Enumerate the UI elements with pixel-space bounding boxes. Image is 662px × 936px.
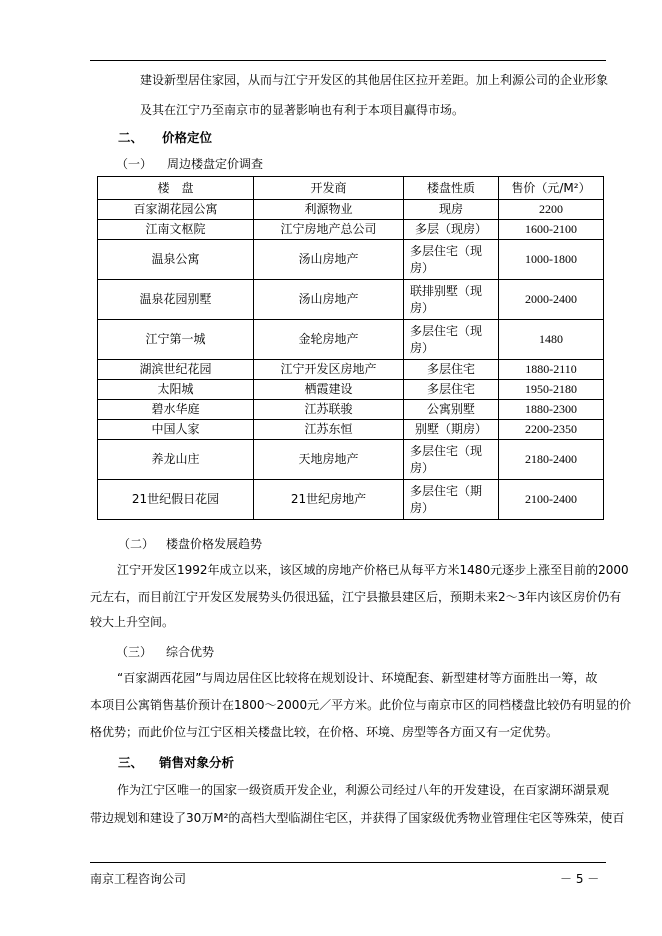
para-2-line-1: 江宁开发区1992年成立以来，该区域的房地产价格已从每平方米1480元逐步上涨至目前的2000 bbox=[117, 563, 629, 577]
table-header-cell: 开发商 bbox=[254, 177, 404, 200]
section-3-number: 三、 bbox=[118, 755, 144, 770]
para-3-line-2: 本项目公寓销售基价预计在1800～2000元／平方米。此价位与南京市区的同档楼盘比较仍有明显的价 bbox=[90, 698, 632, 712]
table-cell: 利源物业 bbox=[254, 200, 404, 220]
table-cell: 1480 bbox=[499, 320, 604, 360]
table-row bbox=[98, 480, 604, 520]
table-cell: 2000-2400 bbox=[499, 280, 604, 320]
table-cell: 江宁开发区房地产 bbox=[254, 360, 404, 380]
intro-line-1: 建设新型居住家园，从而与江宁开发区的其他居住区拉开差距。加上利源公司的企业形象 bbox=[140, 73, 609, 87]
table-cell: 多层住宅 bbox=[404, 360, 499, 380]
table-row bbox=[98, 240, 604, 280]
table-cell: 21世纪假日花园 bbox=[98, 480, 254, 520]
table-cell: 多层住宅（现房） bbox=[404, 240, 499, 280]
table-cell: 1880-2300 bbox=[499, 400, 604, 420]
section-2-title: 价格定位 bbox=[162, 130, 213, 145]
table-cell: 温泉公寓 bbox=[98, 240, 254, 280]
table-cell: 21世纪房地产 bbox=[254, 480, 404, 520]
table-row bbox=[98, 400, 604, 420]
para-2-line-2: 元左右，而目前江宁开发区发展势头仍很迅猛，江宁县撤县建区后，预期未来2～3年内该区房价仍有 bbox=[90, 590, 622, 604]
table-cell: 湖滨世纪花园 bbox=[98, 360, 254, 380]
footer-rule bbox=[90, 862, 606, 863]
table-row bbox=[98, 380, 604, 400]
price-survey-table bbox=[97, 176, 604, 520]
table-cell: 现房 bbox=[404, 200, 499, 220]
table-cell: 百家湖花园公寓 bbox=[98, 200, 254, 220]
table-cell: 2100-2400 bbox=[499, 480, 604, 520]
table-cell: 多层（现房） bbox=[404, 220, 499, 240]
table-cell: 联排别墅（现房） bbox=[404, 280, 499, 320]
table-cell: 温泉花园别墅 bbox=[98, 280, 254, 320]
table-header-cell: 楼盘性质 bbox=[404, 177, 499, 200]
header-rule bbox=[90, 60, 606, 61]
table-cell: 多层住宅 bbox=[404, 380, 499, 400]
table-cell: 江宁第一城 bbox=[98, 320, 254, 360]
table-cell: 江南文枢院 bbox=[98, 220, 254, 240]
para-2-line-3: 较大上升空间。 bbox=[90, 615, 175, 629]
table-cell: 多层住宅（期房） bbox=[404, 480, 499, 520]
table-row bbox=[98, 440, 604, 480]
sub-3-title: 综合优势 bbox=[166, 645, 215, 659]
table-cell: 多层住宅（现房） bbox=[404, 440, 499, 480]
sub-2-number: （二） bbox=[118, 537, 155, 551]
sub-3-number: （三） bbox=[116, 645, 153, 659]
table-cell: 1000-1800 bbox=[499, 240, 604, 280]
sub-2-title: 楼盘价格发展趋势 bbox=[166, 537, 263, 551]
table-row bbox=[98, 200, 604, 220]
section-3-title: 销售对象分析 bbox=[159, 755, 235, 770]
table-cell: 2180-2400 bbox=[499, 440, 604, 480]
table-cell: 2200-2350 bbox=[499, 420, 604, 440]
table-cell: 汤山房地产 bbox=[254, 240, 404, 280]
table-cell: 2200 bbox=[499, 200, 604, 220]
table-cell: 汤山房地产 bbox=[254, 280, 404, 320]
para-3-line-3: 格优势；而此价位与江宁区相关楼盘比较，在价格、环境、房型等各方面又有一定优势。 bbox=[90, 725, 559, 739]
footer-company: 南京工程咨询公司 bbox=[90, 872, 187, 886]
table-row bbox=[98, 360, 604, 380]
sub-1-title: 周边楼盘定价调查 bbox=[167, 157, 264, 171]
table-header-cell: 售价（元/M²） bbox=[499, 177, 604, 200]
table-cell: 公寓别墅 bbox=[404, 400, 499, 420]
table-row bbox=[98, 320, 604, 360]
table-row bbox=[98, 280, 604, 320]
para-3-line-1: “百家湖西花园”与周边居住区比较将在规划设计、环境配套、新型建材等方面胜出一筹，故 bbox=[117, 671, 598, 685]
table-cell: 江宁房地产总公司 bbox=[254, 220, 404, 240]
table-cell: 碧水华庭 bbox=[98, 400, 254, 420]
intro-line-2: 及其在江宁乃至南京市的显著影响也有利于本项目赢得市场。 bbox=[140, 103, 465, 117]
table-cell: 多层住宅（现房） bbox=[404, 320, 499, 360]
table-cell: 江苏东恒 bbox=[254, 420, 404, 440]
table-cell: 1600-2100 bbox=[499, 220, 604, 240]
table-cell: 1950-2180 bbox=[499, 380, 604, 400]
table-cell: 栖霞建设 bbox=[254, 380, 404, 400]
table-cell: 江苏联骏 bbox=[254, 400, 404, 420]
table-cell: 1880-2110 bbox=[499, 360, 604, 380]
sub-1-number: （一） bbox=[116, 157, 153, 171]
table-header-row bbox=[98, 177, 604, 200]
table-row bbox=[98, 220, 604, 240]
table-cell: 天地房地产 bbox=[254, 440, 404, 480]
table-cell: 别墅（期房） bbox=[404, 420, 499, 440]
table-cell: 养龙山庄 bbox=[98, 440, 254, 480]
table-cell: 中国人家 bbox=[98, 420, 254, 440]
section-2-number: 二、 bbox=[118, 130, 144, 145]
table-header-cell: 楼 盘 bbox=[98, 177, 254, 200]
table-row bbox=[98, 420, 604, 440]
table-cell: 金轮房地产 bbox=[254, 320, 404, 360]
footer-page-number: － 5 － bbox=[560, 872, 600, 886]
para-4-line-2: 带边规划和建设了30万M²的高档大型临湖住宅区，并获得了国家级优秀物业管理住宅区等殊荣，使百 bbox=[90, 811, 625, 825]
para-4-line-1: 作为江宁区唯一的国家一级资质开发企业，利源公司经过八年的开发建设，在百家湖环湖景观 bbox=[117, 783, 610, 797]
table-cell: 太阳城 bbox=[98, 380, 254, 400]
